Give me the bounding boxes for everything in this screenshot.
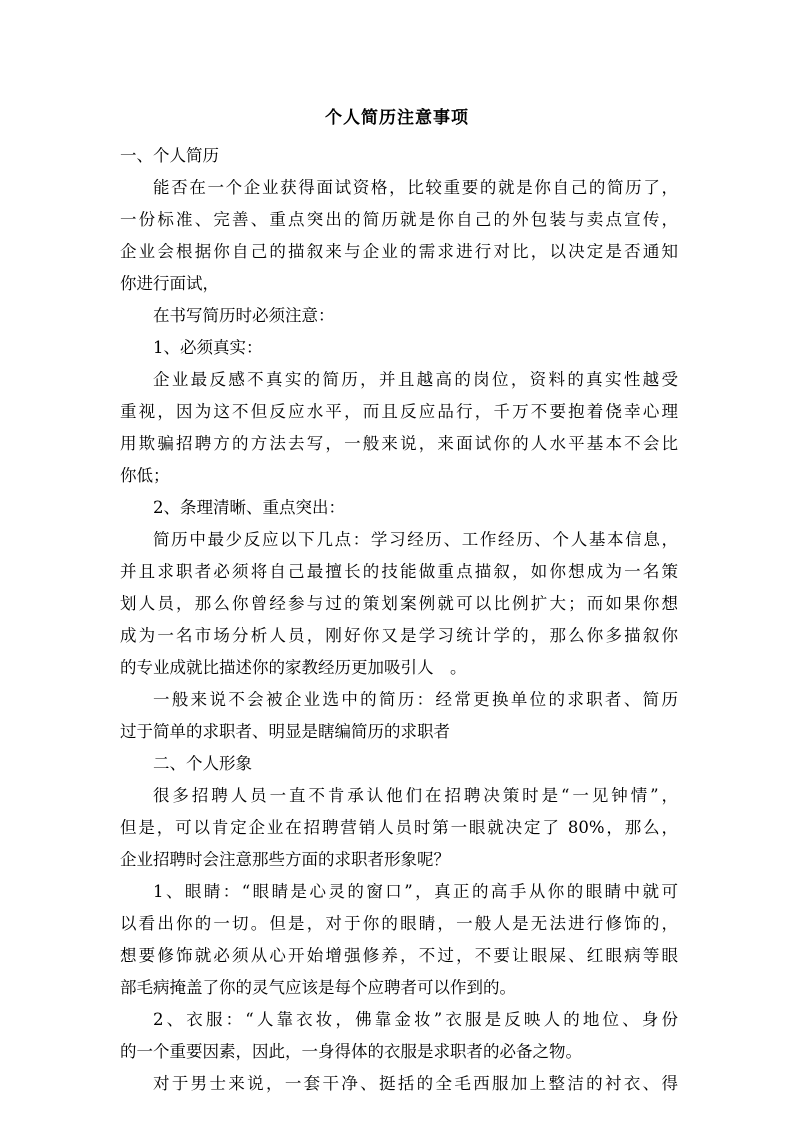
item-heading: 2、条理清晰、重点突出： [153, 498, 345, 517]
text-line: 以看出你的一切。但是，对于你的眼睛，一般人是无法进行修饰的， [120, 914, 678, 933]
text-line: 1、眼睛：“眼睛是心灵的窗口”，真正的高手从你的眼睛中就可 [153, 882, 678, 901]
text-line: 成为一名市场分析人员，刚好你又是学习统计学的，那么你多描叙你 [120, 626, 678, 645]
text-line: 过于简单的求职者、明显是瞎编简历的求职者 [120, 722, 450, 741]
text-line: 但是，可以肯定企业在招聘营销人员时第一眼就决定了 80%，那么， [120, 818, 678, 837]
text-line: 你进行面试， [120, 274, 219, 293]
document-body [120, 140, 678, 1100]
text-line: 部毛病掩盖了你的灵气应该是每个应聘者可以作到的。 [120, 978, 516, 997]
text-line: 能否在一个企业获得面试资格，比较重要的就是你自己的简历了， [153, 178, 678, 197]
paragraph [120, 876, 678, 1004]
text-line: 你低； [120, 466, 170, 485]
text-line: 划人员，那么你曾经参与过的策划案例就可以比例扩大；而如果你想 [120, 594, 678, 613]
paragraph [120, 172, 678, 300]
paragraph [120, 1004, 678, 1068]
text-line: 并且求职者必须将自己最擅长的技能做重点描叙，如你想成为一名策 [120, 562, 678, 581]
text-line: 企业最反感不真实的简历，并且越高的岗位，资料的真实性越受 [153, 370, 678, 389]
text-line: 2、衣服：“人靠衣妆，佛靠金妆”衣服是反映人的地位、身份 [153, 1010, 678, 1029]
section-heading: 二、个人形象 [153, 754, 252, 773]
text-line: 的一个重要因素，因此，一身得体的衣服是求职者的必备之物。 [120, 1042, 582, 1061]
text-line: 想要修饰就必须从心开始增强修养，不过，不要让眼屎、红眼病等眼 [120, 946, 678, 965]
text-line: 企业会根据你自己的描叙来与企业的需求进行对比，以决定是否通知 [120, 242, 678, 261]
paragraph [120, 684, 678, 748]
item-heading: 1、必须真实： [153, 338, 263, 357]
text-line: 简历中最少反应以下几点：学习经历、工作经历、个人基本信息， [153, 530, 678, 549]
paragraph [120, 1068, 678, 1100]
text-line: 用欺骗招聘方的方法去写，一般来说，来面试你的人水平基本不会比 [120, 434, 678, 453]
text-line: 重视，因为这不但反应水平，而且反应品行，千万不要抱着侥幸心理 [120, 402, 678, 421]
text-line: 一般来说不会被企业选中的简历：经常更换单位的求职者、简历 [153, 690, 678, 709]
note-line: 在书写简历时必须注意： [153, 306, 335, 325]
text-line: 很多招聘人员一直不肯承认他们在招聘决策时是“一见钟情”， [153, 786, 678, 805]
text-line: 一份标准、完善、重点突出的简历就是你自己的外包装与卖点宣传， [120, 210, 678, 229]
paragraph [120, 780, 678, 876]
text-line: 企业招聘时会注意那些方面的求职者形象呢？ [120, 850, 450, 869]
text-line: 的专业成就比描述你的家教经历更加吸引人 。 [120, 658, 467, 677]
section-heading: 一、个人简历 [120, 146, 219, 165]
text-line: 对于男士来说，一套干净、挺括的全毛西服加上整洁的衬衣、得 [153, 1074, 678, 1093]
document-title: 个人简历注意事项 [325, 108, 469, 128]
paragraph [120, 364, 678, 492]
paragraph [120, 524, 678, 684]
